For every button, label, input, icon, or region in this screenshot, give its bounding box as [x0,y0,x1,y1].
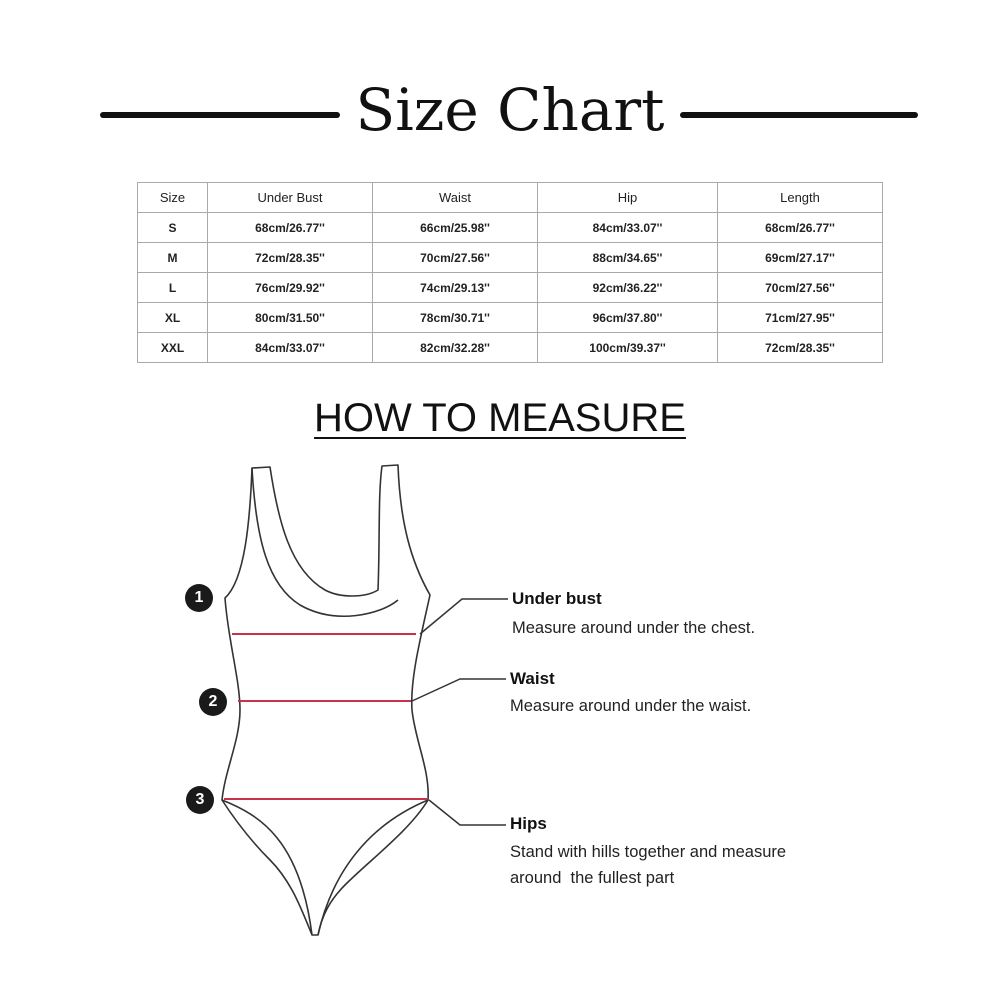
hips-desc-line-1: Stand with hills together and measure [510,843,787,861]
table-header: Under Bust [208,183,373,213]
table-cell: 70cm/27.56'' [373,243,538,273]
table-cell: 68cm/26.77'' [718,213,883,243]
page-title: Size Chart [355,76,665,144]
table-cell: 82cm/32.28'' [373,333,538,363]
table-cell: 80cm/31.50'' [208,303,373,333]
table-cell: 71cm/27.95'' [718,303,883,333]
hips-leader-line [429,800,506,825]
table-cell: 76cm/29.92'' [208,273,373,303]
table-cell: XXL [138,333,208,363]
table-cell: L [138,273,208,303]
hips-title: Hips [510,814,547,833]
table-cell: 88cm/34.65'' [538,243,718,273]
under-bust-desc: Measure around under the chest. [512,619,756,637]
table-cell: 92cm/36.22'' [538,273,718,303]
table-cell: 68cm/26.77'' [208,213,373,243]
table-cell: 72cm/28.35'' [208,243,373,273]
marker-3: 3 [186,786,214,814]
table-cell: 70cm/27.56'' [718,273,883,303]
table-header: Length [718,183,883,213]
marker-1: 1 [185,584,213,612]
table-cell: 100cm/39.37'' [538,333,718,363]
waist-leader-line [412,679,506,701]
waist-desc: Measure around under the waist. [510,697,752,715]
table-header: Size [138,183,208,213]
table-cell: XL [138,303,208,333]
table-cell: 78cm/30.71'' [373,303,538,333]
table-cell: 69cm/27.17'' [718,243,883,273]
table-cell: M [138,243,208,273]
how-to-measure-heading-text: HOW TO MEASURE [314,396,686,440]
marker-2: 2 [199,688,227,716]
table-cell: 84cm/33.07'' [208,333,373,363]
table-cell: S [138,213,208,243]
table-cell: 72cm/28.35'' [718,333,883,363]
under-bust-leader-line [420,599,508,634]
table-cell: 96cm/37.80'' [538,303,718,333]
waist-title: Waist [510,669,555,688]
table-cell: 74cm/29.13'' [373,273,538,303]
table-header: Hip [538,183,718,213]
table-cell: 66cm/25.98'' [373,213,538,243]
table-header: Waist [373,183,538,213]
bodysuit-leg-right [318,800,428,935]
table-cell: 84cm/33.07'' [538,213,718,243]
hips-desc-line-2: around the fullest part [510,869,675,887]
under-bust-title: Under bust [512,589,602,608]
